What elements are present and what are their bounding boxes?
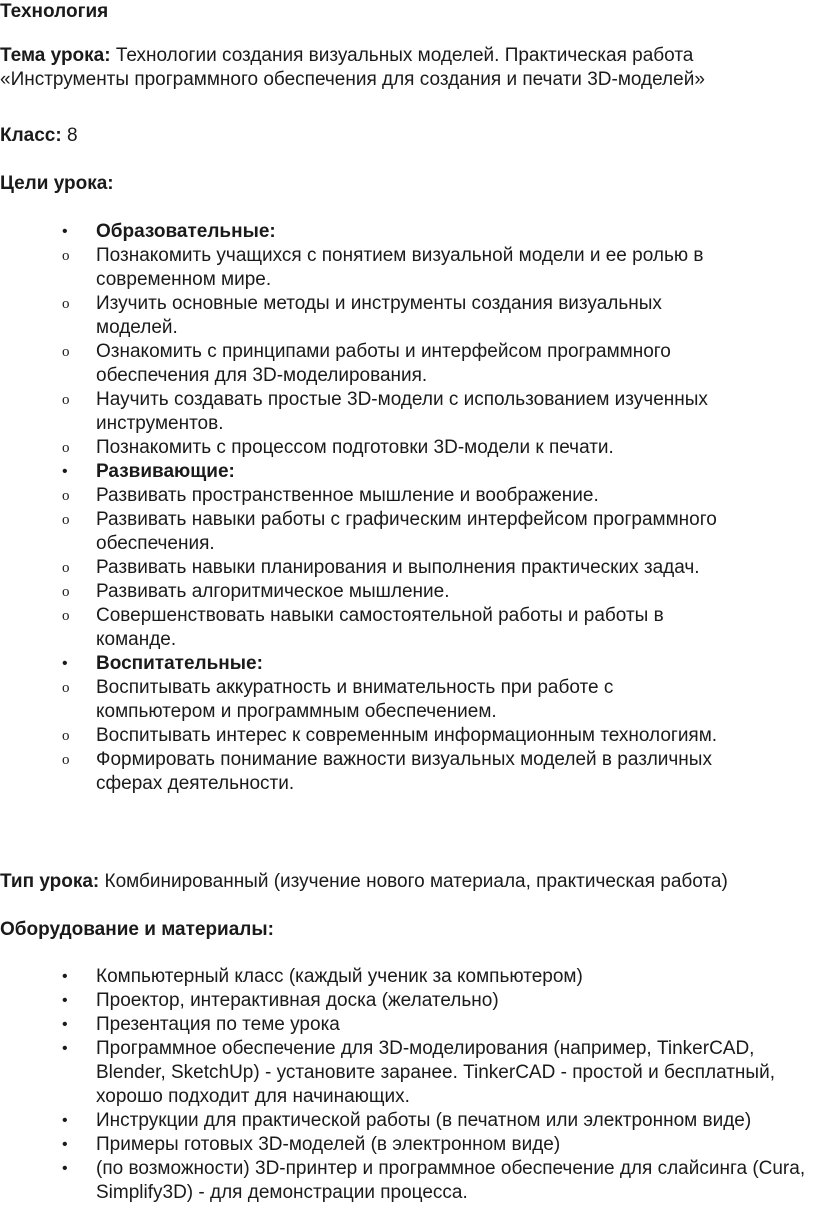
list-item-text: Познакомить учащихся с понятием визуальной модели и ее ролью в современном мире. xyxy=(96,245,704,290)
list-item xyxy=(0,484,720,508)
list-item xyxy=(0,965,812,989)
list-item-text: Научить создавать простые 3D-модели с использованием изученных инструментов. xyxy=(96,389,708,434)
equipment-list xyxy=(0,965,816,1205)
list-item xyxy=(0,244,720,292)
list-item-text: Компьютерный класс (каждый ученик за компьютером) xyxy=(96,966,583,987)
category-label: Развивающие: xyxy=(96,461,235,482)
category-label: Образовательные: xyxy=(96,221,276,242)
bullet-icon: • xyxy=(62,1112,68,1129)
upbringing-items xyxy=(0,676,816,796)
list-item xyxy=(0,1013,812,1037)
list-item-text: Программное обеспечение для 3D-моделирования (например, TinkerCAD, Blender, SketchUp) - установите заранее. TinkerCAD - простой и бесплатный, хорошо подходит для начинающих. xyxy=(96,1038,775,1107)
lesson-type-label: Тип урока: xyxy=(0,871,100,892)
equipment-heading: Оборудование и материалы: xyxy=(0,919,274,940)
list-item xyxy=(0,748,720,796)
lesson-type-line xyxy=(0,870,810,894)
list-item-text: Развивать навыки работы с графическим интерфейсом программного обеспечения. xyxy=(96,509,717,554)
list-item xyxy=(0,508,720,556)
list-item-text: Развивать навыки планирования и выполнения практических задач. xyxy=(96,557,700,578)
list-item xyxy=(0,556,720,580)
list-item xyxy=(0,580,720,604)
list-item xyxy=(0,1109,812,1133)
list-item xyxy=(0,388,720,436)
topic-value: Технологии создания визуальных моделей. Практическая работа «Инструменты программного обеспечения для создания и печати 3D-моделей» xyxy=(0,45,705,90)
circle-bullet-icon: o xyxy=(62,728,70,744)
list-item-text: Совершенствовать навыки самостоятельной работы и работы в команде. xyxy=(96,605,664,650)
circle-bullet-icon: o xyxy=(62,584,70,600)
list-item-text: Инструкции для практической работы (в печатном или электронном виде) xyxy=(96,1110,752,1131)
list-item xyxy=(0,1133,812,1157)
bullet-icon: • xyxy=(62,1136,68,1153)
list-item xyxy=(0,340,720,388)
list-item xyxy=(0,604,720,652)
category-label: Воспитательные: xyxy=(96,653,263,674)
grade-line xyxy=(0,124,810,148)
list-item xyxy=(0,292,720,340)
circle-bullet-icon: o xyxy=(62,512,70,528)
list-item-text: Воспитывать интерес к современным информационным технологиям. xyxy=(96,725,718,746)
list-item xyxy=(0,1037,812,1109)
circle-bullet-icon: o xyxy=(62,248,70,264)
list-item-text: (по возможности) 3D-принтер и программное обеспечение для слайсинга (Cura, Simplify3D) - для демонстрации процесса. xyxy=(96,1158,806,1203)
circle-bullet-icon: o xyxy=(62,488,70,504)
bullet-icon: • xyxy=(62,1160,68,1177)
bullet-icon: • xyxy=(62,655,68,672)
topic-label: Тема урока: xyxy=(0,45,111,66)
bullet-icon: • xyxy=(62,992,68,1009)
bullet-icon: • xyxy=(62,968,68,985)
list-item-text: Развивать алгоритмическое мышление. xyxy=(96,581,450,602)
list-item xyxy=(0,676,720,724)
bullet-icon: • xyxy=(62,463,68,480)
educational-items xyxy=(0,244,816,460)
list-item-text: Познакомить с процессом подготовки 3D-модели к печати. xyxy=(96,437,614,458)
list-item xyxy=(0,989,812,1013)
list-item xyxy=(0,1157,812,1205)
list-item-text: Проектор, интерактивная доска (желательно) xyxy=(96,990,499,1011)
goals-list xyxy=(0,220,816,796)
list-item-text: Изучить основные методы и инструменты создания визуальных моделей. xyxy=(96,293,662,338)
list-item xyxy=(0,436,720,460)
circle-bullet-icon: o xyxy=(62,392,70,408)
list-item-text: Примеры готовых 3D-моделей (в электронном виде) xyxy=(96,1134,561,1155)
list-item-text: Воспитывать аккуратность и внимательность при работе с компьютером и программным обеспечением. xyxy=(96,677,614,722)
bullet-icon: • xyxy=(62,1040,68,1057)
circle-bullet-icon: o xyxy=(62,440,70,456)
list-item-text: Презентация по теме урока xyxy=(96,1014,340,1035)
grade-value: 8 xyxy=(66,125,78,146)
circle-bullet-icon: o xyxy=(62,752,70,768)
topic-line xyxy=(0,44,810,92)
goal-category-developmental xyxy=(0,460,816,484)
bullet-icon: • xyxy=(62,1016,68,1033)
circle-bullet-icon: o xyxy=(62,344,70,360)
lesson-type-value: Комбинированный (изучение нового материала, практическая работа) xyxy=(104,871,728,892)
goal-category-upbringing xyxy=(0,652,816,676)
goal-category-educational xyxy=(0,220,816,244)
goals-heading: Цели урока: xyxy=(0,173,114,194)
list-item-text: Формировать понимание важности визуальных моделей в различных сферах деятельности. xyxy=(96,749,712,794)
list-item xyxy=(0,724,720,748)
bullet-icon: • xyxy=(62,223,68,240)
developmental-items xyxy=(0,484,816,652)
circle-bullet-icon: o xyxy=(62,608,70,624)
circle-bullet-icon: o xyxy=(62,296,70,312)
list-item-text: Ознакомить с принципами работы и интерфейсом программного обеспечения для 3D-моделирования. xyxy=(96,341,671,386)
subject-title: Технология xyxy=(0,1,109,22)
circle-bullet-icon: o xyxy=(62,680,70,696)
grade-label: Класс: xyxy=(0,125,62,146)
list-item-text: Развивать пространственное мышление и воображение. xyxy=(96,485,599,506)
circle-bullet-icon: o xyxy=(62,560,70,576)
